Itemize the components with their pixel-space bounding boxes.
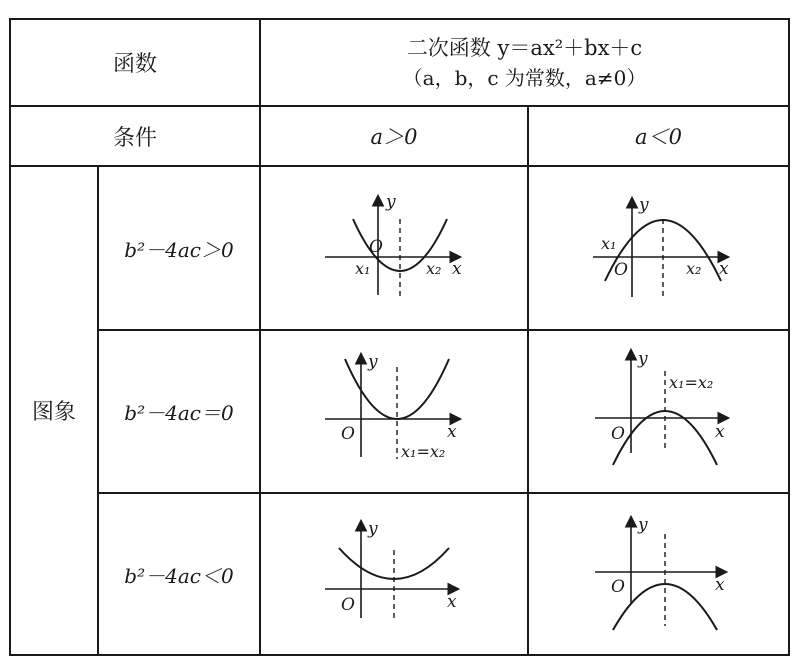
graph-downward-one-root <box>529 331 788 492</box>
graph-label: 图象 <box>31 400 76 425</box>
x-axis-label: x <box>719 259 729 279</box>
y-axis-label: y <box>639 195 649 215</box>
discriminant-positive: b²－4ac＞0 <box>124 237 234 262</box>
a-negative-header: a＜0 <box>635 125 682 149</box>
origin-label: O <box>611 424 625 444</box>
y-axis-label: y <box>638 349 648 369</box>
root-x2-label: x₂ <box>686 259 702 278</box>
graph-upward-two-roots <box>261 167 527 329</box>
origin-label: O <box>341 595 355 615</box>
double-root-label: x₁=x₂ <box>669 373 714 392</box>
origin-label: O <box>614 260 628 280</box>
graph-downward-two-roots <box>529 167 788 329</box>
discriminant-negative: b²－4ac＜0 <box>124 563 234 588</box>
function-label: 函数 <box>112 52 157 77</box>
y-axis-label: y <box>368 519 378 539</box>
y-axis-label: y <box>368 352 378 372</box>
table-border-right <box>788 18 790 656</box>
origin-label: O <box>369 237 383 257</box>
condition-label: 条件 <box>112 125 157 151</box>
double-root-label: x₁=x₂ <box>401 442 446 461</box>
function-note: （a，b，c 为常数，a≠0） <box>402 65 647 90</box>
a-positive-header: a＞0 <box>370 125 418 149</box>
x-axis-label: x <box>715 422 725 442</box>
function-definition <box>261 20 788 105</box>
table-border-bottom <box>9 654 790 656</box>
function-title: 二次函数 y＝ax²＋bx＋c <box>406 35 643 60</box>
origin-label: O <box>341 424 355 444</box>
x-axis-label: x <box>715 575 725 595</box>
x-axis-label: x <box>452 259 462 279</box>
y-axis-label: y <box>386 192 396 212</box>
root-x1-label: x₁ <box>601 234 617 253</box>
graph-downward-no-root <box>529 494 788 654</box>
root-x2-label: x₂ <box>426 259 442 278</box>
x-axis-label: x <box>447 592 457 612</box>
graph-upward-no-root <box>261 494 527 654</box>
origin-label: O <box>611 577 625 597</box>
root-x1-label: x₁ <box>355 259 371 278</box>
discriminant-zero: b²－4ac＝0 <box>124 401 234 425</box>
graph-upward-one-root <box>261 331 527 492</box>
y-axis-label: y <box>638 515 648 535</box>
x-axis-label: x <box>447 422 457 442</box>
